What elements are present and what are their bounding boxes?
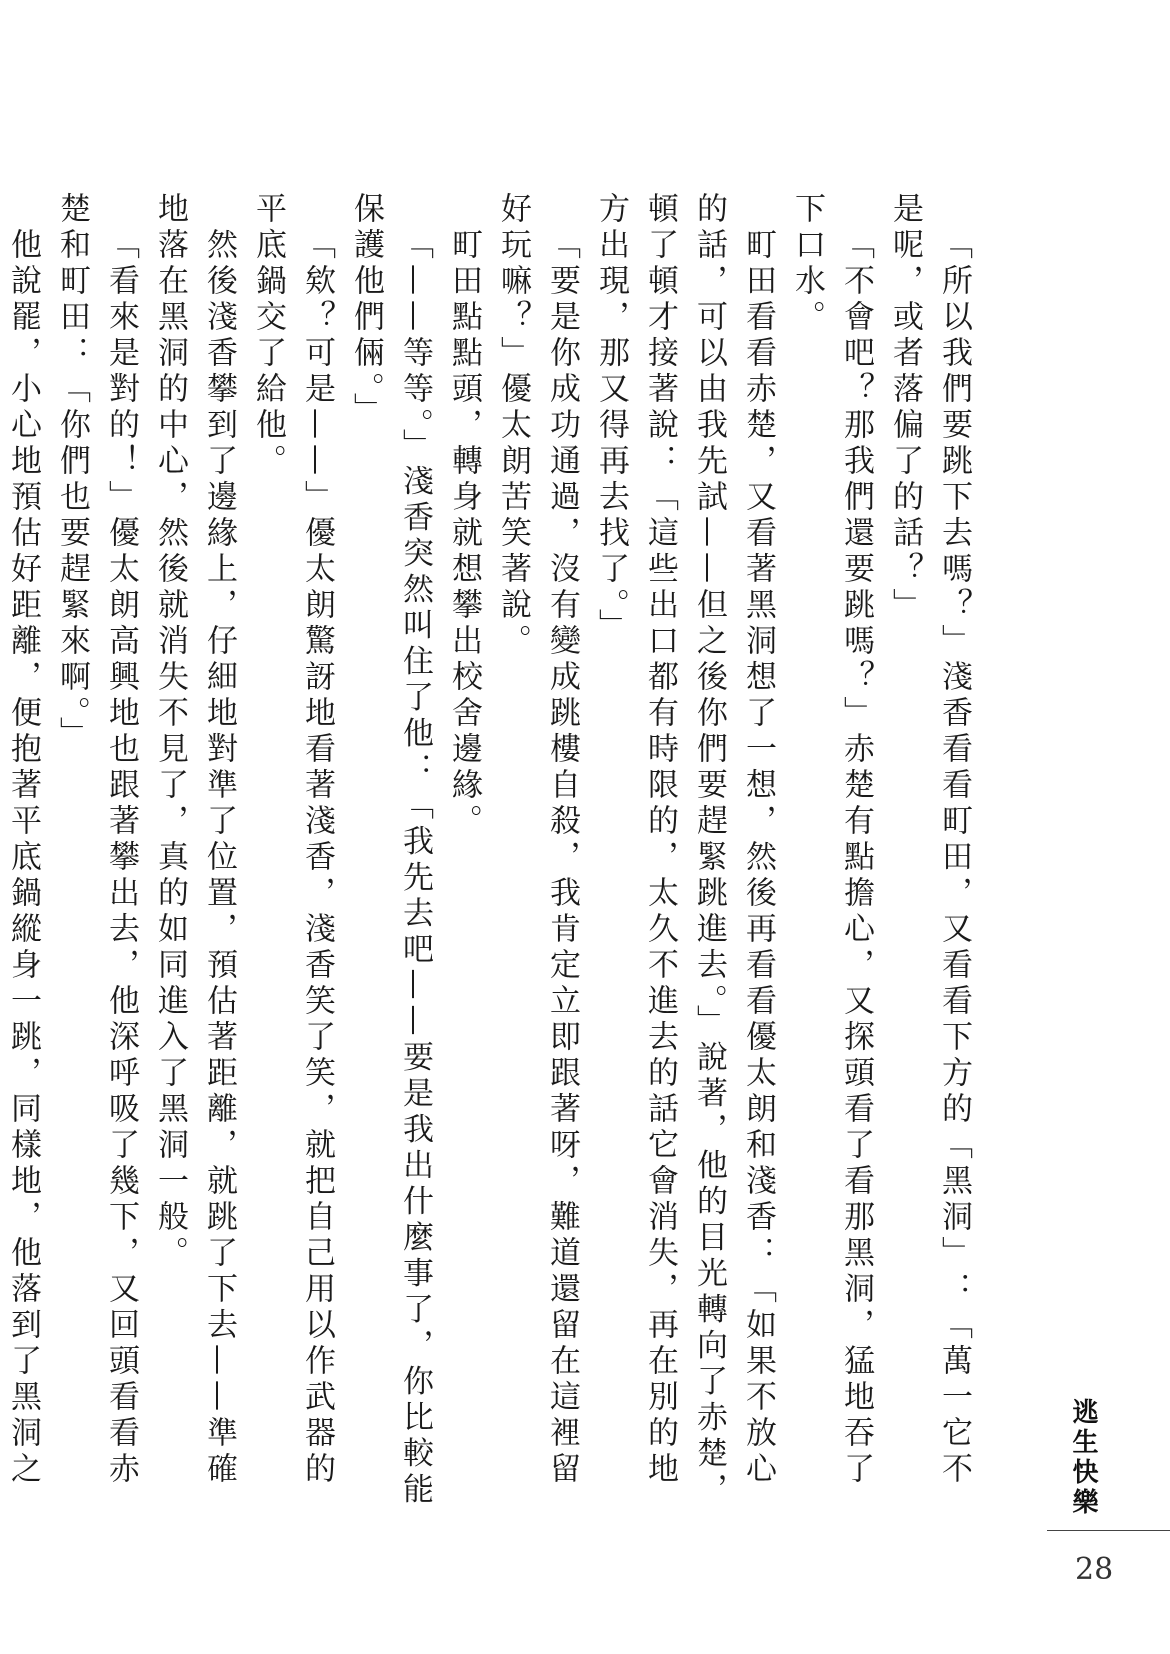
paragraph: 然後淺香攀到了邊緣上，仔細地對準了位置，預估著距離，就跳了下去——準確地落在黑洞的中心，然後就消失不見了，真的如同進入了黑洞一般。 [152,192,237,1488]
paragraph: 町田看看赤楚，又看著黑洞想了一想，然後再看看優太朗和淺香：「如果不放心的話，可以由我先試——但之後你們要趕緊跳進去。」說著，他的目光轉向了赤楚，頓了頓才接著說：「這些出口都有時限的，太久不進去的話它會消失，再在別的地方出現，那又得再去找了。」 [593,192,776,1509]
paragraph: 「欸？可是——」優太朗驚訝地看著淺香，淺香笑了笑，就把自己用以作武器的平底鍋交了給他。 [250,192,335,1488]
footer-divider [1047,1530,1170,1531]
running-head: 逃生快樂 [1068,1398,1098,1518]
paragraph: 他說罷，小心地預估好距離，便抱著平底鍋縱身一跳，同樣地，他落到了黑洞之 [5,228,41,1488]
paragraph: 「所以我們要跳下去嗎？」淺香看看町田，又看看下方的「黑洞」：「萬一它不是呢，或者落偏了的話？」 [887,192,972,1488]
body-text [5,192,978,1522]
paragraph: 「不會吧？那我們還要跳嗎？」赤楚有點擔心，又探頭看了看那黑洞，猛地吞了下口水。 [789,192,874,1488]
paragraph: 「——等等。」淺香突然叫住了他：「我先去吧——要是我出什麼事了，你比較能保護他們倆。」 [348,192,433,1509]
page-number: 28 [1075,1552,1114,1587]
paragraph: 「要是你成功通過，沒有變成跳樓自殺，我肯定立即跟著呀，難道還留在這裡留好玩嘛？」優太朗苦笑著說。 [495,192,580,1488]
paragraph: 「看來是對的！」優太朗高興地也跟著攀出去，他深呼吸了幾下，又回頭看看赤楚和町田：「你們也要趕緊來啊。」 [54,192,139,1488]
paragraph: 町田點點頭，轉身就想攀出校舍邊緣。 [446,228,482,840]
